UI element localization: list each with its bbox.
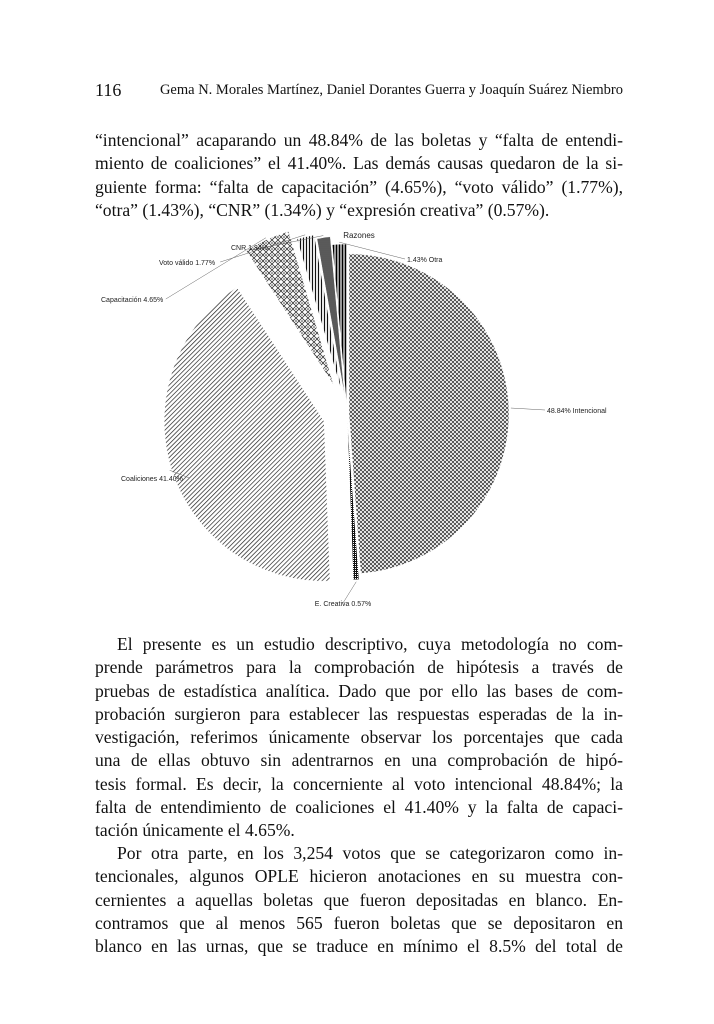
slice-label: E. Creativa 0.57% — [314, 601, 372, 608]
slice-label: Voto válido 1.77% — [159, 260, 216, 267]
text-line: guiente forma: “falta de capacitación” (4.65%), “voto válido” (1.77%), — [95, 176, 623, 197]
text-line: tencionales, algunos OPLE hicieron anotaciones en su muestra con- — [95, 866, 623, 887]
paragraph-1 — [95, 129, 623, 222]
text-line: miento de coaliciones” el 41.40%. Las demás causas quedaron de la si- — [95, 153, 623, 174]
slice-label: CNR 1.34% — [231, 245, 268, 252]
text-line: pruebas de estadística analítica. Dado que por ello las bases de com- — [95, 680, 623, 701]
slice-label: Coaliciones 41.40% — [121, 476, 183, 483]
leader-line — [343, 582, 356, 603]
chart-title: Razones — [343, 231, 375, 240]
text-line: tesis formal. Es decir, la concerniente al voto intencional 48.84%; la — [95, 773, 623, 794]
text-line: vestigación, referimos únicamente observar los porcentajes que cada — [95, 727, 623, 748]
page-header — [95, 80, 623, 104]
text-line: El presente es un estudio descriptivo, cuya metodología no com- — [117, 634, 623, 654]
paragraph-2 — [95, 633, 623, 843]
page-number: 116 — [95, 80, 122, 100]
pie-chart — [95, 228, 623, 618]
text-line: blanco en las urnas, que se traduce en mínimo el 8.5% del total de — [95, 936, 623, 957]
slice-label: 1.43% Otra — [407, 257, 443, 264]
text-line: una de ellas obtuvo sin adentrarnos en una comprobación de hipó- — [95, 750, 623, 771]
running-head: Gema N. Morales Martínez, Daniel Dorantes Guerra y Joaquín Suárez Niembro — [159, 82, 623, 98]
text-line: contramos que al menos 565 fueron boletas que se depositaron en — [95, 912, 623, 933]
text-line: probación surgieron para establecer las respuestas esperadas de la in- — [95, 703, 623, 724]
leader-line — [511, 408, 545, 410]
slice-label: Capacitación 4.65% — [101, 297, 164, 304]
text-line: falta de entendimiento de coaliciones el 41.40% y la falta de capaci- — [95, 797, 623, 818]
pie-chart-figure — [95, 228, 623, 618]
text-line: cernientes a aquellas boletas que fueron depositadas en blanco. En- — [95, 889, 623, 910]
slice-label: 48.84% Intencional — [547, 408, 607, 415]
pie-slice-intencional — [349, 254, 509, 574]
text-line: “intencional” acaparando un 48.84% de las boletas y “falta de entendi- — [95, 130, 623, 150]
paragraph-3 — [95, 842, 623, 958]
text-line: Por otra parte, en los 3,254 votos que se categorizaron como in- — [117, 843, 623, 863]
text-line: tación únicamente el 4.65%. — [95, 820, 295, 841]
text-line: prende parámetros para la comprobación de hipótesis a través de — [95, 657, 623, 678]
text-line: “otra” (1.43%), “CNR” (1.34%) y “expresión creativa” (0.57%). — [95, 199, 550, 220]
